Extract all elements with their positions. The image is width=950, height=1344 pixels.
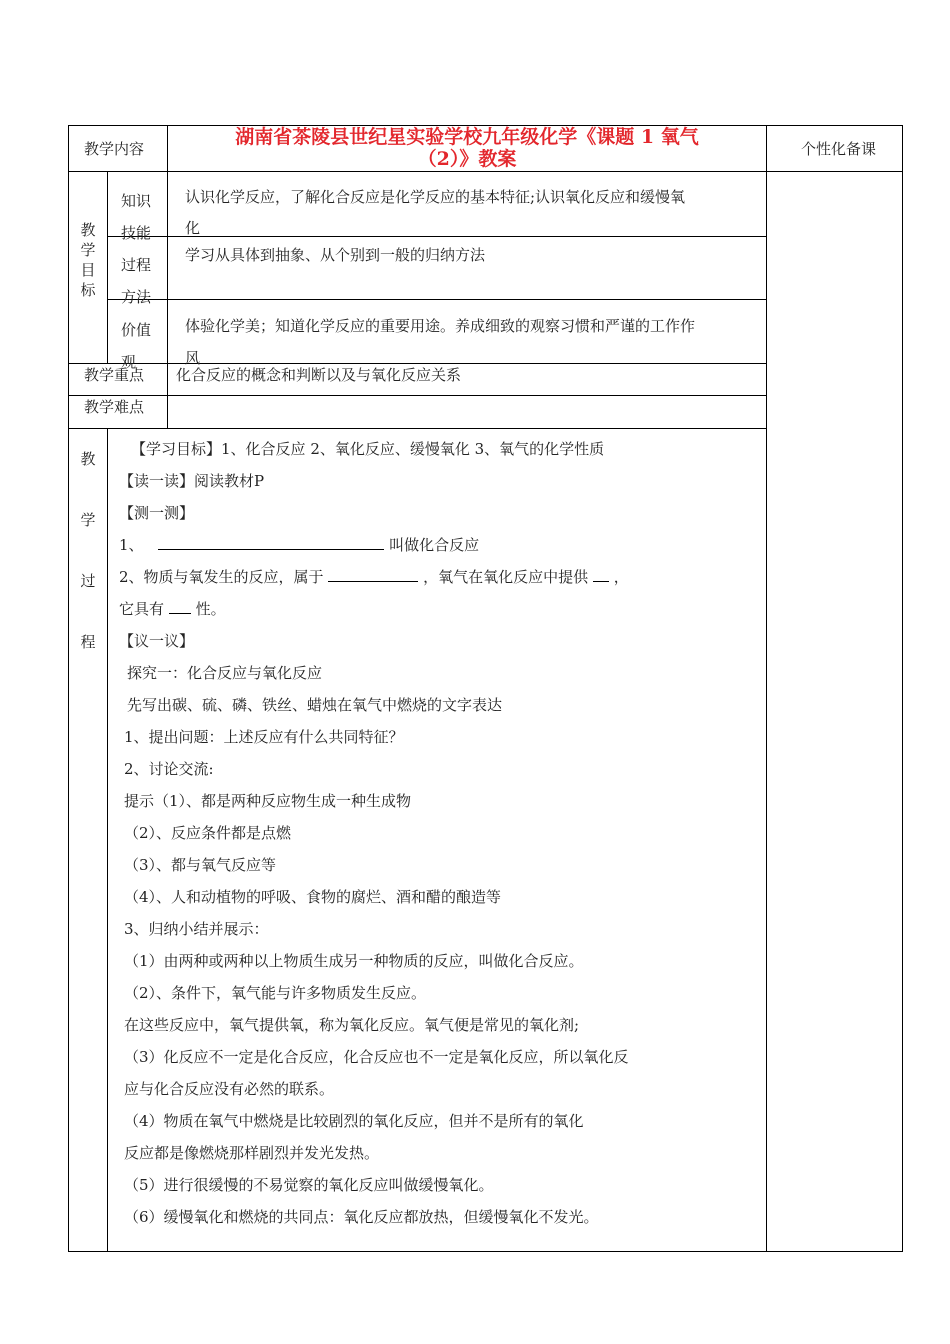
- step-1: 1、提出问题：上述反应有什么共同特征？: [124, 728, 404, 746]
- answer-blank[interactable]: [328, 567, 418, 582]
- summary-2: （2）、条件下，氧气能与许多物质发生反应。: [124, 984, 427, 1002]
- text-line: 认识化学反应，了解化合反应是化学反应的基本特征;认识氧化反应和缓慢氧: [185, 188, 686, 206]
- question-text: ，: [613, 568, 629, 586]
- question-text: 2、物质与氧发生的反应，属于: [119, 568, 324, 586]
- label-line: 技能: [121, 224, 152, 242]
- keypoints-label-divider: [167, 363, 168, 429]
- right-column-divider: [766, 125, 767, 1252]
- objectives-row2-bottom: [107, 299, 767, 300]
- table-border-left: [68, 125, 69, 1252]
- objective-text-knowledge: [185, 182, 685, 244]
- summary-4: （4）物质在氧气中燃烧是比较剧烈的氧化反应，但并不是所有的氧化: [124, 1112, 584, 1130]
- hint-1: 提示（1）、都是两种反应物生成一种生成物: [124, 792, 412, 810]
- question-text: 性。: [195, 600, 226, 618]
- title-line-1: 湖南省茶陵县世纪星实验学校九年级化学《课题 1 氧气: [235, 126, 699, 148]
- header-bottom-line: [68, 171, 903, 172]
- step-3: 3、归纳小结并展示：: [124, 920, 269, 938]
- content-label: 教学内容: [84, 140, 145, 158]
- table-border-bottom: [68, 1251, 903, 1252]
- question-number: 1、: [119, 536, 144, 554]
- text-line: 化: [185, 219, 201, 237]
- objective-label-process: [121, 249, 151, 313]
- hint-4: （4）、人和动植物的呼吸、食物的腐烂、酒和醋的酿造等: [124, 888, 502, 906]
- process-section-label: [78, 429, 98, 673]
- section-char: 学: [80, 241, 96, 259]
- explore-title: 探究一：化合反应与氧化反应: [127, 664, 323, 682]
- table-border-right: [902, 125, 903, 1252]
- text-line: 风: [185, 349, 201, 367]
- title-line-2: （2）》教案: [417, 148, 517, 170]
- key-points-text: 化合反应的概念和判断以及与氧化反应关系: [176, 366, 462, 384]
- read-section: 【读一读】阅读教材P: [119, 472, 265, 490]
- summary-1: （1）由两种或两种以上物质生成另一种物质的反应，叫做化合反应。: [124, 952, 584, 970]
- header-divider-left: [167, 125, 168, 171]
- label-line: 观: [121, 353, 137, 371]
- label-line: 知识: [121, 192, 152, 210]
- section-char: 过: [80, 572, 96, 590]
- hint-3: （3）、都与氧气反应等: [124, 856, 277, 874]
- answer-blank[interactable]: [593, 567, 609, 582]
- process-section-divider: [107, 428, 108, 1252]
- test-heading: 【测一测】: [119, 504, 195, 522]
- discuss-heading: 【议一议】: [119, 632, 195, 650]
- question-1: [119, 535, 479, 555]
- text-line: 体验化学美；知道化学反应的重要用途。养成细致的观察习惯和严谨的工作作: [185, 317, 696, 335]
- summary-4-continued: 反应都是像燃烧那样剧烈并发光发热。: [124, 1144, 380, 1162]
- objective-text-process: 学习从具体到抽象、从个别到一般的归纳方法: [185, 246, 486, 264]
- summary-6: （6）缓慢氧化和燃烧的共同点：氧化反应都放热，但缓慢氧化不发光。: [124, 1208, 599, 1226]
- difficulties-bottom-line: [68, 428, 767, 429]
- label-line: 价值: [121, 321, 152, 339]
- objective-label-knowledge: [121, 185, 151, 249]
- section-char: 标: [80, 281, 96, 299]
- objectives-section-divider: [107, 171, 108, 363]
- summary-2-continued: 在这些反应中，氧气提供氧，称为氧化反应。氧气便是常见的氧化剂;: [124, 1016, 580, 1034]
- section-char: 教: [80, 221, 96, 239]
- difficulties-label: 教学难点: [84, 398, 145, 416]
- summary-3: （3）化反应不一定是化合反应，化合反应也不一定是氧化反应，所以氧化反: [124, 1048, 629, 1066]
- section-char: 教: [80, 450, 96, 468]
- label-line: 过程: [121, 256, 152, 274]
- document-title: [170, 126, 764, 170]
- question-2-continued: [119, 599, 226, 619]
- keypoints-bottom-line: [68, 395, 767, 396]
- step-2: 2、讨论交流:: [124, 760, 214, 778]
- section-char: 程: [80, 633, 96, 651]
- label-line: 方法: [121, 288, 152, 306]
- objectives-label-divider: [167, 171, 168, 363]
- section-char: 学: [80, 511, 96, 529]
- objectives-section-label: [78, 220, 98, 300]
- learning-goal: 【学习目标】1、化合反应 2、氧化反应、缓慢氧化 3、氧气的化学性质: [131, 440, 605, 458]
- question-2: [119, 567, 629, 587]
- answer-blank[interactable]: [169, 599, 191, 614]
- question-text: 叫做化合反应: [389, 536, 480, 554]
- question-text: 它具有: [119, 600, 165, 618]
- summary-3-continued: 应与化合反应没有必然的联系。: [124, 1080, 335, 1098]
- hint-2: （2）、反应条件都是点燃: [124, 824, 292, 842]
- key-points-label: 教学重点: [84, 366, 145, 384]
- answer-blank[interactable]: [158, 535, 384, 550]
- personal-prep-label: 个性化备课: [801, 140, 877, 158]
- question-text: ，氧气在氧化反应中提供: [423, 568, 589, 586]
- section-char: 目: [80, 261, 96, 279]
- summary-5: （5）进行很缓慢的不易觉察的氧化反应叫做缓慢氧化。: [124, 1176, 494, 1194]
- explore-task: 先写出碳、硫、磷、铁丝、蜡烛在氧气中燃烧的文字表达: [127, 696, 503, 714]
